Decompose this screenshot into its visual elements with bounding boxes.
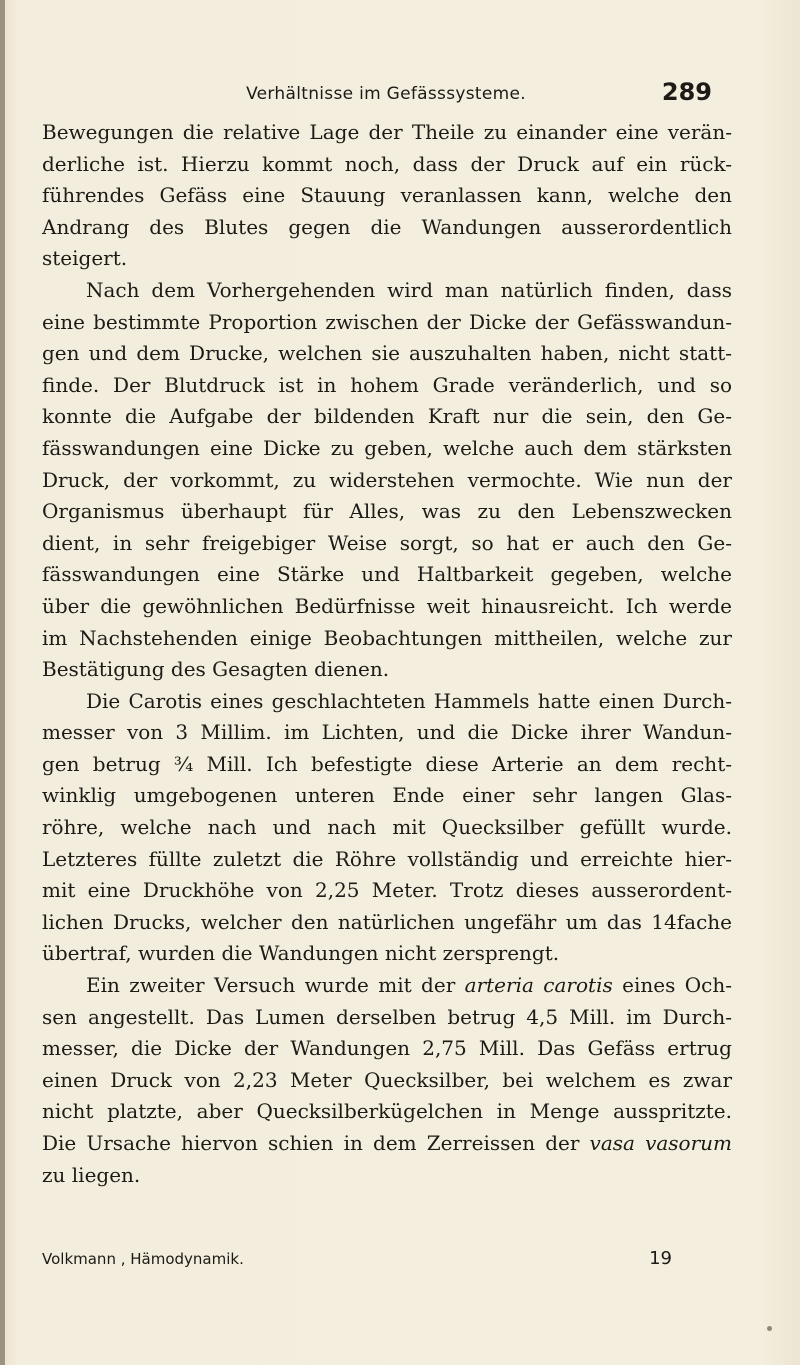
text-line: finde. Der Blutdruck ist in hohem Grade veränderlich, und so	[42, 372, 732, 397]
text-line: röhre, welche nach und nach mit Quecksilber gefüllt wurde.	[42, 815, 732, 840]
text-line: fässwandungen eine Dicke zu geben, welche auch dem stärksten	[42, 435, 732, 460]
text-line: messer von 3 Millim. im Lichten, und die Dicke ihrer Wandun-	[42, 720, 732, 745]
text-line: winklig umgebogenen unteren Ende einer sehr langen Glas-	[42, 783, 732, 808]
page-number: 289	[661, 78, 712, 106]
text-line: Die Carotis eines geschlachteten Hammels hatte einen Durch-	[86, 688, 732, 713]
text-line: Nach dem Vorhergehenden wird man natürlich finden, dass	[86, 277, 732, 302]
text-line: Druck, der vorkommt, zu widerstehen vermochte. Wie nun der	[42, 467, 732, 492]
text-line: steigert.	[42, 246, 128, 271]
text-line: gen betrug ¾ Mill. Ich befestigte diese Arterie an dem recht-	[42, 751, 732, 776]
text-line: Andrang des Blutes gegen die Wandungen ausserordentlich	[42, 214, 732, 239]
text-line: über die gewöhnlichen Bedürfnisse weit hinausreicht. Ich werde	[42, 593, 732, 618]
page-footer	[42, 1246, 672, 1274]
text-line: Bestätigung des Gesagten dienen.	[42, 657, 390, 682]
text-line: fässwandungen eine Stärke und Haltbarkeit gegeben, welche	[42, 562, 732, 587]
text-line: derliche ist. Hierzu kommt noch, dass der Druck auf ein rück-	[42, 151, 732, 176]
text-line: gen und dem Drucke, welchen sie auszuhalten haben, nicht statt-	[42, 341, 732, 366]
text-line: messer, die Dicke der Wandungen 2,75 Mill. Das Gefäss ertrug	[42, 1036, 732, 1061]
text-line: mit eine Druckhöhe von 2,25 Meter. Trotz dieses ausserordent-	[42, 878, 732, 903]
text-line: konnte die Aufgabe der bildenden Kraft nur die sein, den Ge-	[42, 404, 732, 429]
text-line: Organismus überhaupt für Alles, was zu den Lebenszwecken	[42, 499, 732, 524]
text-line: einen Druck von 2,23 Meter Quecksilber, bei welchem es zwar	[42, 1067, 732, 1092]
text-line: dient, in sehr freigebiger Weise sorgt, so hat er auch den Ge-	[42, 530, 732, 555]
text-line: lichen Drucks, welcher den natürlichen ungefähr um das 14fache	[42, 909, 732, 934]
text-line: im Nachstehenden einige Beobachtungen mittheilen, welche zur	[42, 625, 732, 650]
sheet-number: 19	[649, 1248, 672, 1269]
text-line: nicht platzte, aber Quecksilberkügelchen in Menge ausspritzte.	[42, 1099, 732, 1124]
body-text	[42, 117, 732, 1191]
page-gutter-shadow	[0, 0, 5, 1365]
text-line: führendes Gefäss eine Stauung veranlassen kann, welche den	[42, 183, 732, 208]
text-line: Die Ursache hiervon schien in dem Zerreissen der vasa vasorum	[42, 1131, 732, 1155]
ink-speck	[767, 1326, 772, 1331]
text-line: Ein zweiter Versuch wurde mit der arteria carotis eines Och-	[86, 973, 732, 998]
text-line: eine bestimmte Proportion zwischen der Dicke der Gefässwandun-	[42, 309, 732, 334]
text-line: sen angestellt. Das Lumen derselben betrug 4,5 Mill. im Durch-	[42, 1004, 732, 1029]
running-title: Verhältnisse im Gefässsysteme.	[246, 84, 526, 104]
text-line: Letzteres füllte zuletzt die Röhre vollständig und erreichte hier-	[42, 846, 732, 871]
text-line: zu liegen.	[42, 1162, 141, 1187]
text-line: übertraf, wurden die Wandungen nicht zersprengt.	[42, 941, 560, 966]
text-line: Bewegungen die relative Lage der Theile zu einander eine verän-	[42, 120, 732, 144]
page-header	[60, 78, 712, 112]
signature-line: Volkmann , Hämodynamik.	[42, 1250, 244, 1268]
